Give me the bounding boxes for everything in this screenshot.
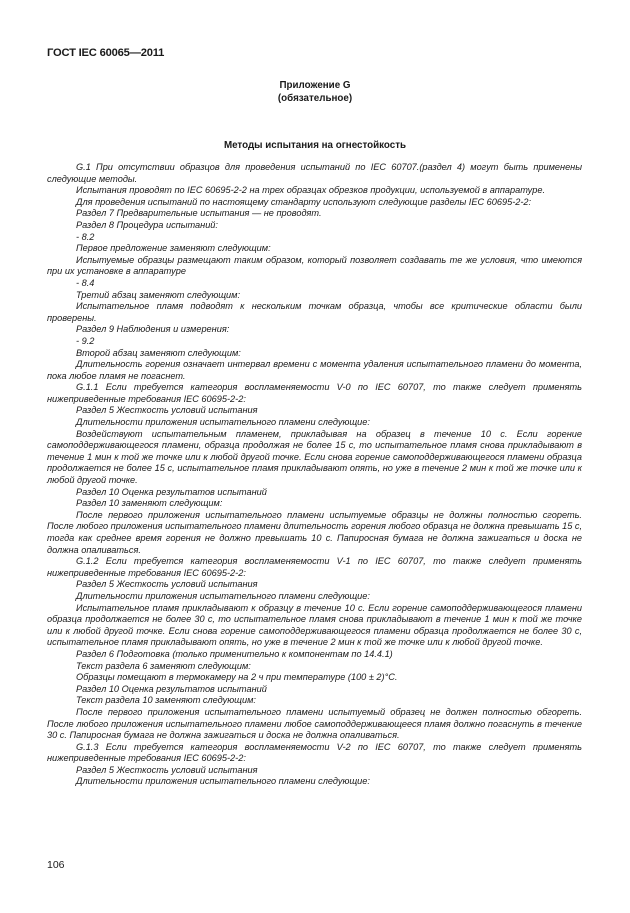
paragraph: Раздел 10 Оценка результатов испытаний	[76, 486, 267, 497]
appendix-subtitle: (обязательное)	[277, 92, 353, 104]
paragraph: Испытания проводят по IEC 60695-2-2 на трех образцах обрезков продукции, используемой в аппаратуре.	[76, 185, 546, 196]
paragraph: Образцы помещают в термокамеру на 2 ч при температуре (100 ± 2)°С.	[76, 672, 398, 683]
paragraph: Раздел 6 Подготовка (только применительно к компонентам по 14.4.1)	[76, 648, 393, 659]
appendix-title: Приложение G	[279, 80, 351, 91]
paragraph: G.1.1 Если требуется категория воспламеняемости V-0 по IEC 60707, то также следует применять нижеприведенные требования IEC 60695-2-2:	[47, 382, 582, 404]
paragraph: G.1.3 Если требуется категория воспламеняемости V-2 по IEC 60707, то также следует применять нижеприведенные требования IEC 60695-2-2:	[47, 741, 582, 764]
paragraph: Испытуемые образцы размещают таким образом, который позволяет создавать те же условия, что имеются при их установке в аппаратуре	[47, 254, 582, 277]
paragraph: Раздел 10 заменяют следующим:	[76, 498, 223, 509]
paragraph: Раздел 10 Оценка результатов испытаний	[76, 683, 267, 694]
paragraph: Раздел 7 Предварительные испытания — не проводят.	[76, 208, 322, 219]
paragraph: Испытательное пламя прикладывают к образцу в течение 10 с. Если горение самоподдерживающегося пламени образца продолжается не более 30 с, то испытательное пламя снова прикладывают в течение 1 мин к той же точке или к любой другой точке. Если снова горение самоподдерживающегося пламени образца продолжается не более 30 с, испытательное пламя прикладывают опять, но уже в течение 2 мин к той же точке или к любой другой точке.	[47, 602, 582, 648]
paragraph: G.1.2 Если требуется категория воспламеняемости V-1 по IEC 60707, то также следует применять нижеприведенные требования IEC 60695-2-2:	[47, 556, 582, 578]
paragraph: - 8.4	[76, 277, 95, 288]
paragraph: - 9.2	[76, 335, 95, 346]
paragraph: Длительности приложения испытательного пламени следующие:	[76, 417, 370, 428]
appendix-heading	[0, 80, 630, 105]
paragraph: Раздел 8 Процедура испытаний:	[76, 219, 218, 230]
document-body	[47, 162, 582, 788]
paragraph: После первого приложения испытательного пламени испытуемый образец не должен полностью обгореть. После любого приложения испытательного пламени любое самоподдерживающееся пламя должно погаснуть в течение 30 с. Папиросная бумага не должна зажигаться и доска не должна опаливаться.	[47, 706, 582, 741]
paragraph: Испытательное пламя подводят к нескольким точкам образца, чтобы все критические области были проверены.	[47, 301, 582, 323]
page-number: 106	[47, 859, 65, 871]
paragraph: Воздействуют испытательным пламенем, прикладывая на образец в течение 10 с. Если горение самоподдерживающегося пламени, образца продолжая не более 15 с, то испытательное пламя снова прикладывают в течение 1 мин к той же точке или к любой другой точке. Если снова горение самоподдерживающегося пламени образца продолжается не более 15 с, испытательное пламя прикладывают опять, но уже в течение 2 мин к той же точке или к любой другой точке.	[47, 428, 582, 486]
paragraph: После первого приложения испытательного пламени испытуемые образцы не должны полностью сгореть. После любого приложения испытательного пламени длительность горения любого образца не должна превышать 15 с, тогда как среднее время горения не должно превышать 10 с. Папиросная бумага не должна зажигаться и доска не должна опаливаться.	[47, 509, 582, 555]
paragraph: Первое предложение заменяют следующим:	[76, 243, 271, 254]
paragraph: Раздел 5 Жесткость условий испытания	[76, 405, 258, 416]
paragraph: Текст раздела 10 заменяют следующим:	[76, 695, 256, 706]
paragraph: Раздел 9 Наблюдения и измерения:	[76, 324, 230, 335]
paragraph: G.1 При отсутствии образцов для проведения испытаний по IEC 60707.(раздел 4) могут быть применены следующие методы.	[47, 162, 582, 184]
paragraph: - 8.2	[76, 231, 95, 242]
paragraph: Раздел 5 Жесткость условий испытания	[76, 579, 258, 590]
section-title: Методы испытания на огнестойкость	[223, 140, 407, 151]
paragraph: Раздел 5 Жесткость условий испытания	[76, 764, 258, 775]
document-header: ГОСТ IEC 60065—2011	[47, 47, 165, 59]
paragraph: Длительности приложения испытательного пламени следующие:	[76, 776, 370, 787]
paragraph: Третий абзац заменяют следующим:	[76, 289, 241, 300]
paragraph: Текст раздела 6 заменяют следующим:	[76, 660, 251, 671]
paragraph: Длительность горения означает интервал времени с момента удаления испытательного пламени до момента, пока любое пламя не погаснет.	[47, 359, 582, 381]
paragraph: Для проведения испытаний по настоящему стандарту используют следующие разделы IEC 60695-2-2:	[76, 196, 532, 207]
paragraph: Второй абзац заменяют следующим:	[76, 347, 241, 358]
paragraph: Длительности приложения испытательного пламени следующие:	[76, 590, 370, 601]
